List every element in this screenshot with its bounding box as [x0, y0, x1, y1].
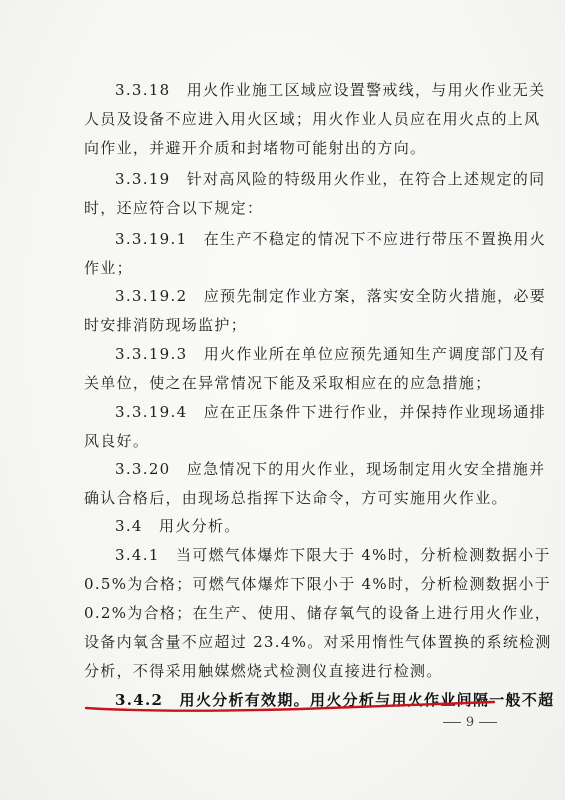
page-number-value: 9 — [465, 714, 475, 730]
text-line: 3.4.2 用火分析有效期。用火分析与用火作业间隔一般不超 — [115, 691, 555, 709]
clause-3-3-19-1 — [84, 225, 547, 283]
text-line: 时安排消防现场监护； — [84, 316, 248, 334]
text-line: 关单位，使之在异常情况下能及采取相应在的应急措施； — [84, 374, 492, 392]
section-heading-3-4: 3.4 用火分析。 — [115, 517, 241, 535]
text-line: 3.4.1 当可燃气体爆炸下限大于 4%时，分析检测数据小于 — [115, 546, 551, 564]
text-line: 3.3.18 用火作业施工区域应设置警戒线，与用火作业无关 — [115, 81, 546, 99]
page-number-dash-right — [479, 722, 497, 723]
text-line: 人员及设备不应进入用火区域；用火作业人员应在用火点的上风 — [84, 110, 541, 128]
text-line: 0.2%为合格；在生产、使用、储存氧气的设备上进行用火作业， — [84, 604, 552, 622]
text-line: 3.3.19.4 应在正压条件下进行作业，并保持作业现场通排 — [115, 403, 547, 421]
clause-3-4-2 — [84, 686, 555, 715]
text-line: 3.3.19.3 用火作业所在单位应预先通知生产调度部门及有 — [115, 345, 547, 363]
text-line: 设备内氧含量不应超过 23.4%。对采用惰性气体置换的系统检测 — [84, 633, 552, 651]
clause-3-3-19-2 — [84, 282, 547, 340]
text-line: 0.5%为合格；可燃气体爆炸下限小于 4%时，分析检测数据小于 — [84, 575, 551, 593]
text-line: 作业； — [84, 259, 133, 277]
page-number — [430, 712, 510, 732]
clause-3-3-20 — [84, 455, 546, 513]
text-line: 向作业，并避开介质和封堵物可能射出的方向。 — [84, 139, 427, 157]
clause-3-4-1 — [84, 541, 552, 686]
text-line: 3.3.20 应急情况下的用火作业，现场制定用火安全措施并 — [115, 460, 546, 478]
text-line: 3.3.19 针对高风险的特级用火作业，在符合上述规定的同 — [115, 170, 546, 188]
text-line: 3.3.19.2 应预先制定作业方案，落实安全防火措施，必要 — [115, 287, 547, 305]
text-line: 3.3.19.1 在生产不稳定的情况下不应进行带压不置换用火 — [115, 230, 547, 248]
clause-3-3-19-3 — [84, 340, 547, 398]
text-line: 确认合格后，由现场总指挥下达命令，方可实施用火作业。 — [84, 489, 508, 507]
page-number-dash-left — [443, 722, 461, 723]
text-line: 分析，不得采用触媒燃烧式检测仪直接进行检测。 — [84, 662, 443, 680]
text-line: 时，还应符合以下规定： — [84, 199, 264, 217]
clause-3-3-19-4 — [84, 398, 547, 456]
clause-3-3-19 — [84, 165, 546, 223]
clause-3-3-18 — [84, 76, 546, 163]
text-line: 风良好。 — [84, 432, 150, 450]
